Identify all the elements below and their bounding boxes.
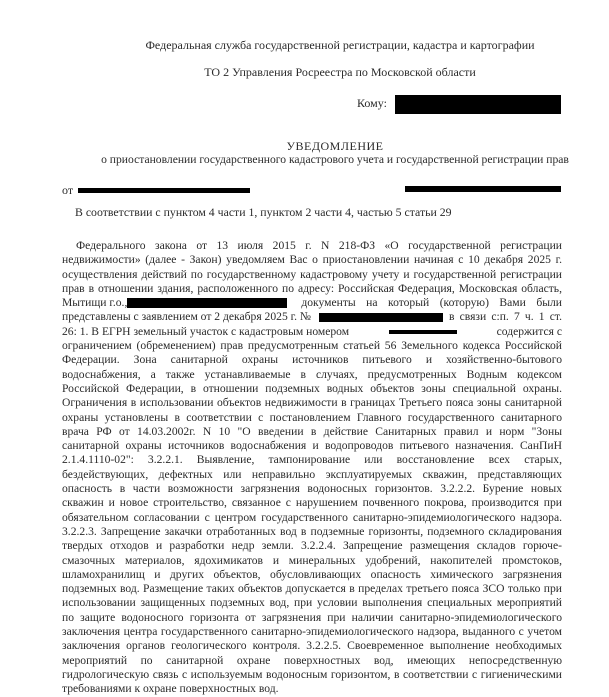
body-line: водоснабжения, а также устанавливаемые в случаях, предусмотренных Водным кодексом — [62, 367, 562, 381]
recipient-redaction — [395, 95, 561, 114]
body-line: Федерального закона от 13 июля 2015 г. N 218-ФЗ «О государственной регистрации — [76, 239, 562, 252]
body-text: содержится с — [496, 324, 562, 338]
from-redaction-2 — [405, 186, 561, 192]
body-line: шламохранилищ и других объектов, обусловливающих опасность химического загрязнения — [62, 567, 562, 581]
from-label: от — [62, 183, 74, 197]
body-line — [62, 325, 562, 339]
body-line: обязательном согласовании с центром государственного санитарно-эпидемиологического надзора. — [62, 510, 562, 524]
body-line: твердых отходов и разработки недр земли. 3.2.2.4. Запрещение размещения складов горюче- — [62, 539, 562, 553]
body-text: в связи с:п. 7 ч. 1 ст. — [448, 310, 562, 324]
document-title: УВЕДОМЛЕНИЕ — [286, 139, 384, 153]
body-line: требованиями к охране поверхностных вод. — [62, 682, 279, 696]
address-redaction — [127, 298, 287, 308]
body-line: ограничением (обременением) прав предусмотренным статьей 56 Земельного кодекса Российской — [62, 339, 562, 353]
application-date: представлены с заявлением от 2 декабря 2025 г. № — [62, 310, 311, 324]
body-line: смазочных материалов, ядохимикатов и минеральных удобрений, накопителей промстоков, — [62, 553, 562, 567]
body-line: Федерации. Зона санитарной охраны источников питьевого и хозяйственно-бытового — [62, 353, 562, 367]
cadastral-number-redaction — [389, 330, 457, 334]
body-line: гидрологическую связь с используемым водоносным горизонтом, в соответствии с гигиеническими — [62, 667, 562, 681]
body-line: охраны установлены в соответствии с постановлением Главного государственного санитарного — [62, 410, 562, 424]
body-line: 3.2.2.3. Запрещение закачки отработанных вод в подземные горизонты, подземного складирования — [62, 524, 562, 538]
body-line — [62, 310, 562, 324]
document-subtitle: о приостановлении государственного кадастрового учета и государственной регистрации прав — [101, 153, 569, 166]
body-text: документы на который (которую) Вами были — [301, 296, 562, 310]
body-line: бездействующих, дефектных или неправильно эксплуатируемых скважин, представляющих — [62, 467, 562, 481]
cadastral-label: 26: 1. В ЕГРН земельный участок с кадастровым номером — [62, 324, 350, 338]
body-line: использовании защищенных подземных вод, при условии выполнения специальных мероприятий — [62, 596, 562, 610]
body-line: опасность в части возможности загрязнения водоносных горизонтов. 3.2.2.2. Бурение новых — [62, 482, 562, 496]
body-line: прав в отношении здания, расположенного по адресу: Российская Федерация, Московская область, — [62, 281, 562, 295]
body-line: Российской Федерации, в отношении подземных водных объектов зоны специальной охраны. — [62, 381, 562, 395]
body-line: подземных вод. Размещение таких объектов допускается в пределах третьего пояса ЗСО только при — [62, 582, 562, 596]
recipient-label: Кому: — [357, 96, 387, 110]
body-line: осуществления действий по государственному кадастровому учету и государственной регистрации — [62, 267, 562, 281]
application-number-redaction — [319, 313, 443, 322]
body-line: мероприятий по санитарной охране поверхностных вод, имеющих непосредственную — [62, 653, 562, 667]
body-line: 2.1.4.1110-02": 3.2.2.1. Выявление, тампонирование или восстановление всех старых, — [62, 453, 562, 467]
department-name: ТО 2 Управления Росреестра по Московской области — [204, 65, 476, 79]
body-line: санитарной охраны источников водоснабжения и водопроводов питьевого назначения. СанПиН — [62, 439, 562, 453]
body-line — [62, 296, 562, 310]
address-city: Мытищи г.о., — [62, 296, 128, 310]
body-line: врача РФ от 14.03.2002г. N 10 "О введении в действие Санитарных правил и норм "Зоны — [62, 424, 562, 438]
body-line: заключения органов геологического контроля. 3.2.2.5. Своевременное выполнение необходимых — [62, 639, 562, 653]
body-line: скважин и новое строительство, связанное с нарушением почвенного покрова, производится при — [62, 496, 562, 510]
body-line: заключения центра государственного санитарно-эпидемиологического надзора, выданного с учетом — [62, 625, 562, 639]
intro-text: В соответствии с пунктом 4 части 1, пунктом 2 части 4, частью 5 статьи 29 — [75, 205, 452, 219]
body-line: по защите водоносного горизонта от загрязнения при наличии санитарно-эпидемиологического — [62, 610, 562, 624]
body-line: недвижимости» (далее - Закон) уведомляем Вас о приостановлении начиная с 10 декабря 2025 г. — [62, 253, 562, 267]
notice-body — [62, 239, 562, 697]
body-line: Ограничения в использовании объектов недвижимости в границах Третьего пояса зоны санитарной — [62, 396, 562, 410]
from-redaction-1 — [78, 188, 250, 193]
agency-name: Федеральная служба государственной регистрации, кадастра и картографии — [145, 38, 535, 52]
